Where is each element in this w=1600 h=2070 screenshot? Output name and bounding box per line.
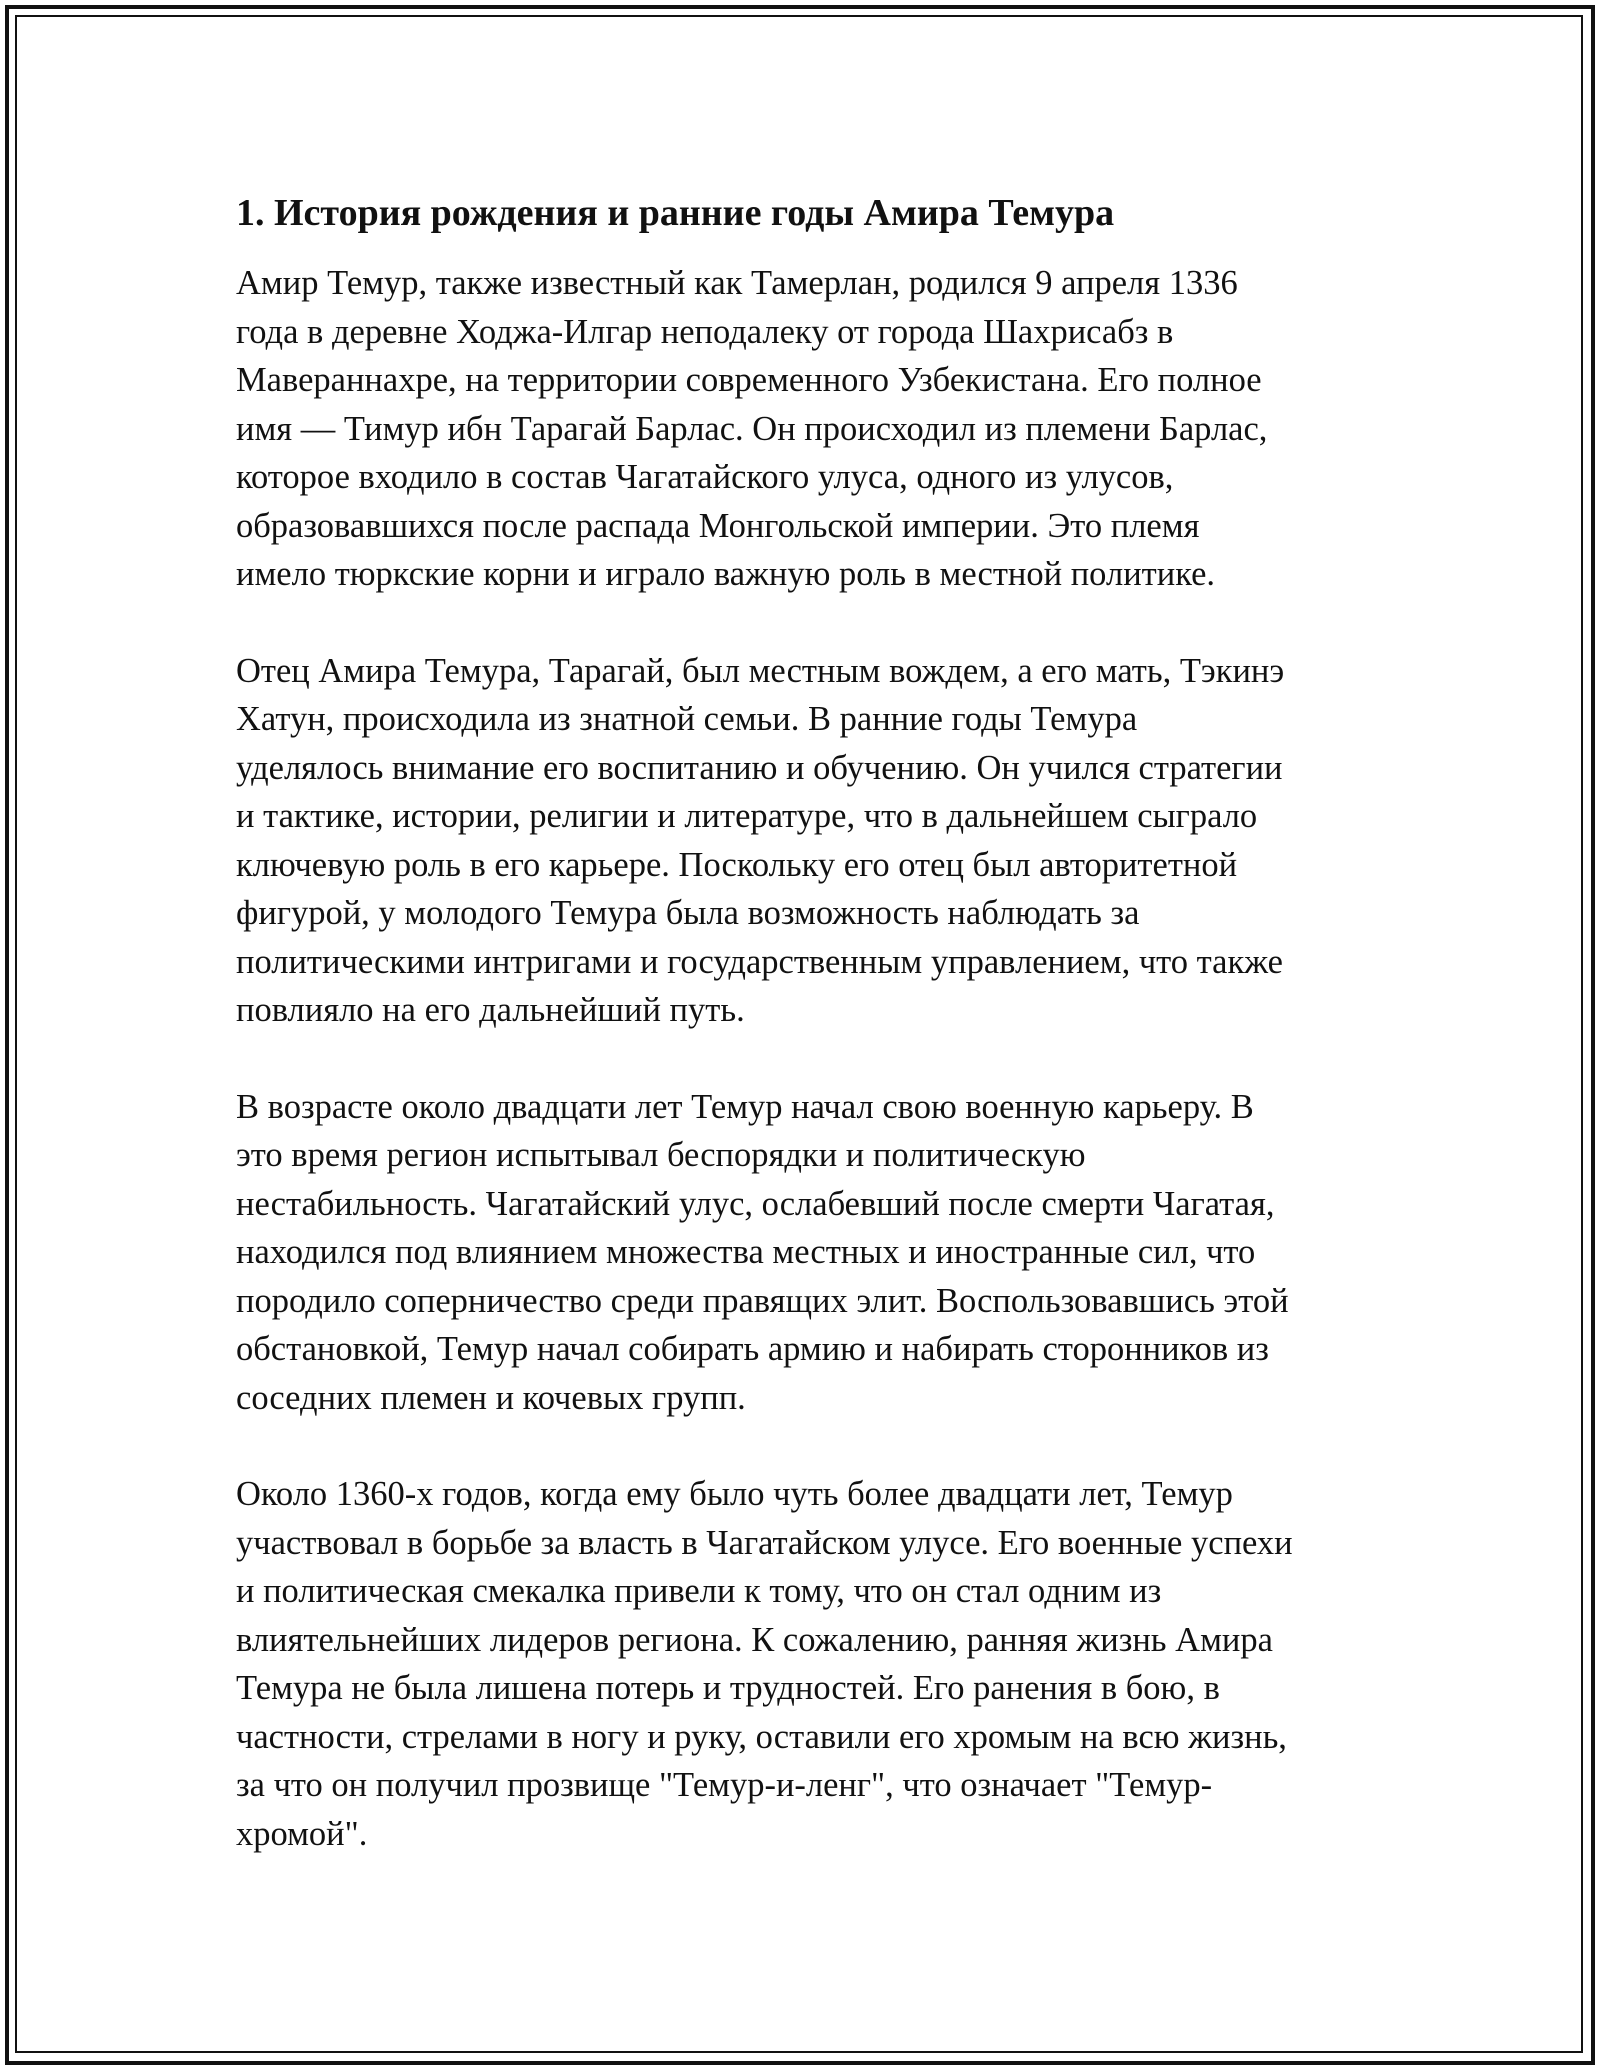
text-line: политическими интригами и государственным управлением, что также <box>236 942 1283 981</box>
text-line: и политическая смекалка привели к тому, что он стал одним из <box>236 1572 1162 1610</box>
section-heading: 1. История рождения и ранние годы Амира Темура <box>236 192 1115 234</box>
document-page <box>236 187 1386 1906</box>
text-line: обстановкой, Темур начал собирать армию и набирать сторонников из <box>236 1330 1269 1368</box>
text-line: уделялось внимание его воспитанию и обучению. Он учился стратегии <box>236 748 1283 787</box>
paragraph-3 <box>236 1083 1386 1423</box>
text-line: имя — Тимур ибн Тарагай Барлас. Он происходил из племени Барлас, <box>236 409 1268 448</box>
text-line: образовавшихся после распада Монгольской империи. Это племя <box>236 506 1200 545</box>
paragraph-4 <box>236 1470 1386 1858</box>
text-line: которое входило в состав Чагатайского улуса, одного из улусов, <box>236 458 1174 496</box>
text-line: года в деревне Ходжа-Илгар неподалеку от города Шахрисабз в <box>236 312 1174 351</box>
paragraph-2 <box>236 647 1386 1035</box>
text-line: имело тюркские корни и играло важную роль в местной политике. <box>236 555 1216 593</box>
text-line: ключевую роль в его карьере. Поскольку его отец был авторитетной <box>236 845 1238 884</box>
text-line: Мавераннахре, на территории современного Узбекистана. Его полное <box>236 361 1262 399</box>
text-line: Темура не была лишена потерь и трудностей. Его ранения в бою, в <box>236 1669 1220 1707</box>
text-line: В возрасте около двадцати лет Темур начал свою военную карьеру. В <box>236 1087 1254 1126</box>
text-line: нестабильность. Чагатайский улус, ослабевший после смерти Чагатая, <box>236 1184 1275 1223</box>
paragraph-1 <box>236 259 1386 599</box>
text-line: фигурой, у молодого Темура была возможность наблюдать за <box>236 894 1140 932</box>
text-line: Около 1360-х годов, когда ему было чуть более двадцати лет, Темур <box>236 1475 1233 1513</box>
text-line: и тактике, истории, религии и литературе, что в дальнейшем сыграло <box>236 797 1258 835</box>
text-line: хромой". <box>236 1814 368 1853</box>
text-line: повлияло на его дальнейший путь. <box>236 991 745 1029</box>
text-line: за что он получил прозвище "Темур-и-ленг", что означает "Темур- <box>236 1766 1213 1804</box>
text-line: Отец Амира Темура, Тарагай, был местным вождем, а его мать, Тэкинэ <box>236 651 1285 690</box>
text-line: находился под влиянием множества местных и иностранные сил, что <box>236 1233 1256 1271</box>
text-line: породило соперничество среди правящих элит. Воспользовавшись этой <box>236 1281 1289 1320</box>
text-line: влиятельнейших лидеров региона. К сожалению, ранняя жизнь Амира <box>236 1620 1273 1659</box>
text-line: это время регион испытывал беспорядки и политическую <box>236 1136 1086 1174</box>
text-line: Хатун, происходила из знатной семьи. В ранние годы Темура <box>236 700 1138 738</box>
text-line: участвовал в борьбе за власть в Чагатайском улусе. Его военные успехи <box>236 1523 1293 1562</box>
text-line: Амир Темур, также известный как Тамерлан, родился 9 апреля 1336 <box>236 264 1238 302</box>
text-line: частности, стрелами в ногу и руку, оставили его хромым на всю жизнь, <box>236 1717 1287 1756</box>
text-line: соседних племен и кочевых групп. <box>236 1378 746 1417</box>
